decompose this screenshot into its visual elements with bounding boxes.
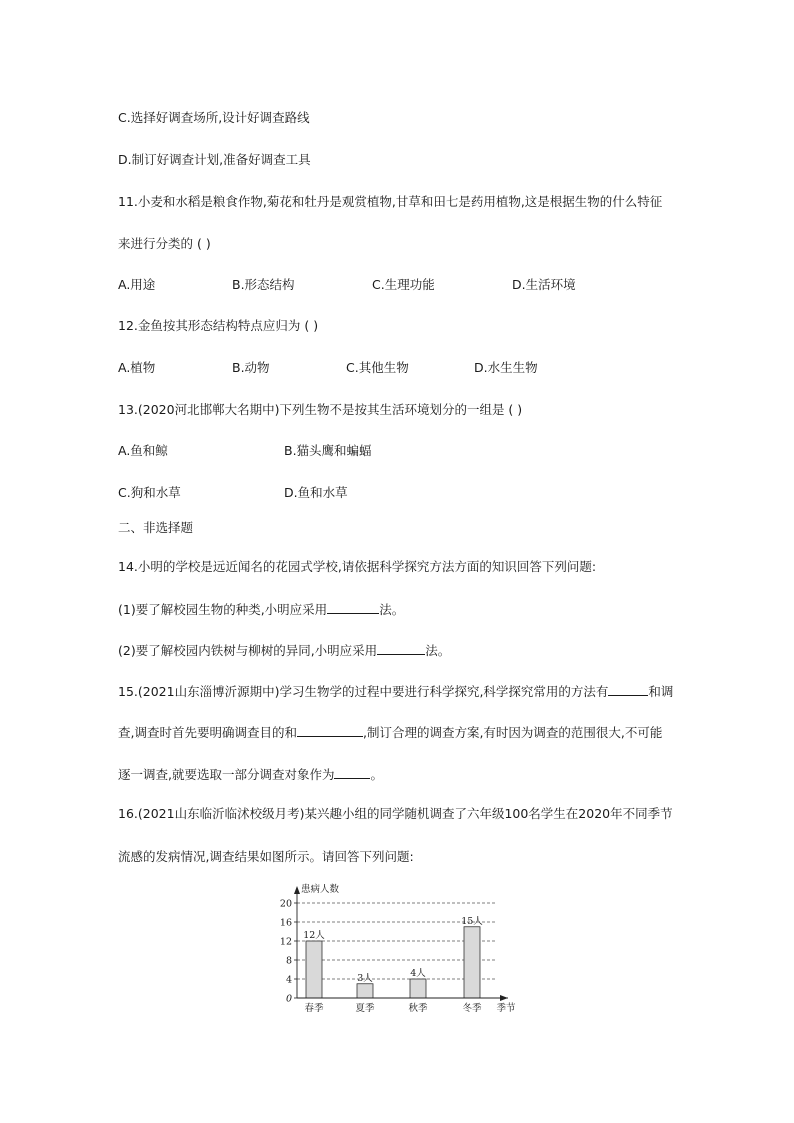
q14-part1-blank: [327, 601, 379, 614]
section-heading-non-choice: 二、非选择题: [118, 520, 194, 535]
q15-line1-text: 15.(2021山东淄博沂源期中)学习生物学的过程中要进行科学探究,科学探究常用的方法有: [118, 684, 609, 699]
q13-option-b: B.猫头鹰和蝙蝠: [284, 443, 372, 458]
q15-line2-suffix: ,制订合理的调查方案,有时因为调查的范围很大,不可能: [362, 725, 663, 740]
q15-line2: [118, 724, 662, 741]
q11-option-b: B.形态结构: [232, 277, 295, 292]
q14-part2-suffix: 法。: [425, 643, 451, 658]
q15-blank3: [334, 766, 370, 779]
q11-stem-line2: 来进行分类的 ( ): [118, 236, 211, 251]
q15-line1: [118, 683, 673, 700]
flu-cases-bar-chart: [268, 880, 528, 1020]
q12-option-a: A.植物: [118, 360, 156, 375]
q13-option-c: C.狗和水草: [118, 485, 181, 500]
q14-part1-suffix: 法。: [379, 602, 405, 617]
q11-option-a: A.用途: [118, 277, 156, 292]
q14-part2-text: (2)要了解校园内铁树与柳树的异同,小明应采用: [118, 643, 378, 658]
q13-option-a: A.鱼和鲸: [118, 443, 168, 458]
q12-option-d: D.水生生物: [474, 360, 538, 375]
q11-option-c: C.生理功能: [372, 277, 435, 292]
x-axis-arrow: [500, 995, 508, 1001]
q14-part2: [118, 642, 450, 659]
y-tick-label: 0: [285, 993, 292, 1005]
bar: [410, 979, 426, 998]
x-tick-label: 秋季: [408, 1003, 428, 1014]
q13-stem: 13.(2020河北邯郸大名期中)下列生物不是按其生活环境划分的一组是 ( ): [118, 402, 523, 417]
option-c-line: C.选择好调查场所,设计好调查路线: [118, 110, 310, 125]
x-tick-label: 夏季: [355, 1003, 375, 1014]
q15-line3: [118, 766, 383, 783]
bar: [306, 941, 322, 998]
y-tick-label: 8: [285, 955, 292, 967]
q15-line1-suffix: 和调: [648, 684, 674, 699]
data-label: 12人: [303, 930, 325, 941]
q15-blank1: [608, 683, 648, 696]
q12-stem: 12.金鱼按其形态结构特点应归为 ( ): [118, 318, 319, 333]
q14-part1-text: (1)要了解校园生物的种类,小明应采用: [118, 602, 328, 617]
q15-line2-text: 查,调查时首先要明确调查目的和: [118, 725, 297, 740]
y-tick-label: 16: [279, 917, 292, 929]
bar: [357, 984, 373, 998]
data-label: 4人: [410, 968, 426, 979]
y-axis-arrow: [294, 886, 300, 894]
q15-line3-text: 逐一调查,就要选取一部分调查对象作为: [118, 767, 335, 782]
x-tick-label: 春季: [304, 1003, 324, 1014]
x-tick-label: 冬季: [462, 1003, 482, 1014]
q16-stem-line1: 16.(2021山东临沂临沭校级月考)某兴趣小组的同学随机调查了六年级100名学生在2020年不同季节: [118, 806, 673, 821]
q14-part1: [118, 601, 404, 618]
y-tick-label: 20: [279, 898, 292, 910]
q11-option-d: D.生活环境: [512, 277, 576, 292]
data-label: 15人: [461, 915, 483, 927]
q11-stem-line1: 11.小麦和水稻是粮食作物,菊花和牡丹是观赏植物,甘草和田七是药用植物,这是根据生物的什么特征: [118, 194, 663, 209]
q12-option-b: B.动物: [232, 360, 270, 375]
q14-part2-blank: [377, 642, 425, 655]
option-d-line: D.制订好调查计划,准备好调查工具: [118, 152, 311, 167]
q13-option-d: D.鱼和水草: [284, 485, 348, 500]
y-axis-label: 患病人数: [301, 884, 340, 895]
q16-stem-line2: 流感的发病情况,调查结果如图所示。请回答下列问题:: [118, 849, 414, 864]
y-tick-label: 12: [279, 936, 292, 948]
q15-blank2: [297, 724, 363, 737]
q15-line3-suffix: 。: [370, 767, 383, 782]
x-axis-label: 季节: [496, 1003, 516, 1014]
data-label: 3人: [357, 972, 373, 984]
q12-option-c: C.其他生物: [346, 360, 409, 375]
q14-stem: 14.小明的学校是远近闻名的花园式学校,请依据科学探究方法方面的知识回答下列问题:: [118, 559, 597, 574]
bar: [464, 927, 480, 998]
y-tick-label: 4: [285, 974, 292, 986]
